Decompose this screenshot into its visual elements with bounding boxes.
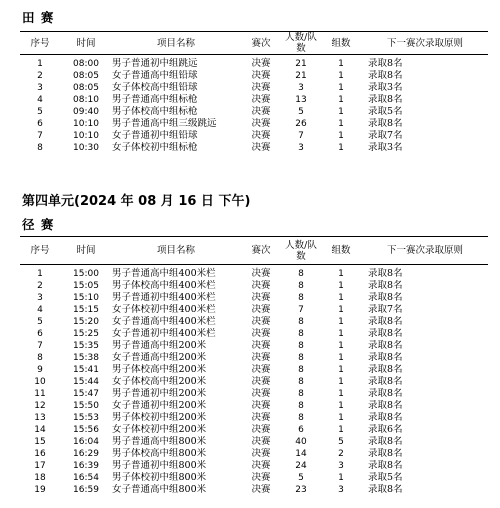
- header-groups: 组数: [320, 237, 362, 265]
- cell-seq: 14: [34, 425, 46, 435]
- cell-round: 决赛: [251, 70, 271, 81]
- cell-round: 决赛: [251, 316, 271, 327]
- table-row: [20, 400, 488, 412]
- cell-count: 8: [298, 365, 304, 375]
- header-event: 项目名称: [112, 32, 240, 55]
- cell-seq: 16: [34, 449, 46, 459]
- cell-seq: 17: [34, 461, 46, 471]
- cell-count: 8: [298, 377, 304, 387]
- table-row: [20, 94, 488, 106]
- cell-count: 8: [298, 341, 304, 351]
- cell-round: 决赛: [251, 304, 271, 315]
- header-groups: 组数: [320, 32, 362, 55]
- cell-groups: 1: [338, 119, 344, 129]
- cell-time: 15:41: [73, 365, 99, 375]
- cell-event: 女子体校初中组200米: [112, 424, 207, 435]
- cell-event: 男子普通初中组800米: [112, 460, 207, 471]
- cell-time: 16:59: [73, 485, 99, 495]
- cell-time: 10:10: [73, 119, 99, 129]
- cell-time: 15:53: [73, 413, 99, 423]
- cell-rule: 录取8名: [368, 94, 403, 105]
- cell-time: 16:29: [73, 449, 99, 459]
- cell-event: 男子体校初中组200米: [112, 412, 207, 423]
- cell-rule: 录取8名: [368, 280, 403, 291]
- table-row: [20, 388, 488, 400]
- table-row: [20, 340, 488, 352]
- cell-rule: 录取8名: [368, 484, 403, 495]
- cell-event: 女子普通高中组200米: [112, 352, 207, 363]
- cell-event: 男子普通高中组三级跳远: [112, 118, 217, 129]
- cell-seq: 10: [34, 377, 46, 387]
- cell-rule: 录取8名: [368, 118, 403, 129]
- cell-count: 13: [295, 95, 307, 105]
- cell-count: 14: [295, 449, 307, 459]
- table-row: [20, 304, 488, 316]
- table-row: [20, 472, 488, 484]
- cell-groups: 1: [338, 143, 344, 153]
- cell-round: 决赛: [251, 280, 271, 291]
- header-round: 赛次: [240, 32, 282, 55]
- cell-rule: 录取8名: [368, 352, 403, 363]
- cell-count: 5: [298, 473, 304, 483]
- cell-groups: 1: [338, 401, 344, 411]
- cell-groups: 1: [338, 389, 344, 399]
- cell-count: 8: [298, 389, 304, 399]
- cell-event: 男子体校初中组800米: [112, 472, 207, 483]
- cell-count: 8: [298, 293, 304, 303]
- header-time: 时间: [60, 32, 112, 55]
- cell-rule: 录取8名: [368, 364, 403, 375]
- cell-time: 08:10: [73, 95, 99, 105]
- cell-groups: 1: [338, 107, 344, 117]
- cell-seq: 5: [37, 317, 43, 327]
- header-event: 项目名称: [112, 237, 240, 265]
- table-header-row: [20, 237, 488, 265]
- cell-round: 决赛: [251, 118, 271, 129]
- cell-groups: 1: [338, 95, 344, 105]
- cell-groups: 1: [338, 329, 344, 339]
- cell-groups: 1: [338, 365, 344, 375]
- cell-rule: 录取8名: [368, 460, 403, 471]
- cell-time: 15:47: [73, 389, 99, 399]
- cell-seq: 11: [34, 389, 46, 399]
- cell-groups: 1: [338, 269, 344, 279]
- cell-round: 决赛: [251, 130, 271, 141]
- cell-count: 6: [298, 425, 304, 435]
- cell-time: 16:04: [73, 437, 99, 447]
- cell-time: 08:05: [73, 71, 99, 81]
- track-events-body: [20, 265, 488, 497]
- cell-rule: 录取8名: [368, 412, 403, 423]
- table-row: [20, 484, 488, 496]
- cell-time: 15:56: [73, 425, 99, 435]
- header-rule: 下一赛次录取原则: [362, 237, 488, 265]
- cell-groups: 3: [338, 461, 344, 471]
- cell-rule: 录取3名: [368, 82, 403, 93]
- cell-seq: 2: [37, 281, 43, 291]
- cell-event: 女子普通高中组400米栏: [112, 316, 216, 327]
- cell-time: 15:38: [73, 353, 99, 363]
- header-count: 人数/队数: [282, 32, 320, 55]
- cell-time: 15:25: [73, 329, 99, 339]
- table-row: [20, 448, 488, 460]
- cell-time: 15:00: [73, 269, 99, 279]
- cell-event: 男子体校高中组标枪: [112, 106, 198, 117]
- cell-count: 5: [298, 107, 304, 117]
- cell-round: 决赛: [251, 400, 271, 411]
- cell-groups: 1: [338, 281, 344, 291]
- cell-time: 08:00: [73, 59, 99, 69]
- cell-seq: 3: [37, 293, 43, 303]
- cell-rule: 录取8名: [368, 388, 403, 399]
- header-seq: 序号: [20, 32, 60, 55]
- cell-rule: 录取5名: [368, 106, 403, 117]
- cell-count: 7: [298, 305, 304, 315]
- track-events-table: [20, 236, 488, 496]
- cell-groups: 1: [338, 131, 344, 141]
- cell-rule: 录取8名: [368, 268, 403, 279]
- cell-time: 16:39: [73, 461, 99, 471]
- cell-rule: 录取8名: [368, 58, 403, 69]
- cell-count: 8: [298, 353, 304, 363]
- cell-round: 决赛: [251, 448, 271, 459]
- table-row: [20, 292, 488, 304]
- cell-count: 8: [298, 329, 304, 339]
- cell-round: 决赛: [251, 58, 271, 69]
- cell-seq: 7: [37, 131, 43, 141]
- header-time: 时间: [60, 237, 112, 265]
- table-row: [20, 82, 488, 94]
- field-events-title: 田 赛: [22, 10, 55, 25]
- table-row: [20, 106, 488, 118]
- table-row: [20, 376, 488, 388]
- table-row: [20, 316, 488, 328]
- cell-event: 男子体校高中组800米: [112, 448, 207, 459]
- cell-groups: 1: [338, 377, 344, 387]
- cell-event: 男子体校高中组200米: [112, 364, 207, 375]
- cell-round: 决赛: [251, 292, 271, 303]
- cell-round: 决赛: [251, 436, 271, 447]
- cell-time: 16:54: [73, 473, 99, 483]
- cell-groups: 1: [338, 71, 344, 81]
- header-round: 赛次: [240, 237, 282, 265]
- cell-time: 15:20: [73, 317, 99, 327]
- table-row: [20, 328, 488, 340]
- cell-rule: 录取7名: [368, 130, 403, 141]
- cell-round: 决赛: [251, 82, 271, 93]
- table-row: [20, 460, 488, 472]
- cell-rule: 录取8名: [368, 328, 403, 339]
- cell-rule: 录取8名: [368, 400, 403, 411]
- cell-time: 15:15: [73, 305, 99, 315]
- cell-seq: 6: [37, 329, 43, 339]
- table-row: [20, 55, 488, 71]
- cell-count: 21: [295, 71, 307, 81]
- cell-event: 女子普通高中组800米: [112, 484, 207, 495]
- cell-rule: 录取8名: [368, 376, 403, 387]
- cell-round: 决赛: [251, 472, 271, 483]
- cell-rule: 录取6名: [368, 424, 403, 435]
- cell-round: 决赛: [251, 340, 271, 351]
- cell-seq: 4: [37, 95, 43, 105]
- cell-round: 决赛: [251, 412, 271, 423]
- cell-count: 40: [295, 437, 307, 447]
- cell-time: 08:05: [73, 83, 99, 93]
- cell-seq: 3: [37, 83, 43, 93]
- cell-rule: 录取8名: [368, 340, 403, 351]
- table-row: [20, 130, 488, 142]
- cell-event: 女子普通高中组铅球: [112, 70, 198, 81]
- cell-seq: 5: [37, 107, 43, 117]
- cell-count: 24: [295, 461, 307, 471]
- cell-event: 男子普通高中组800米: [112, 436, 207, 447]
- cell-time: 15:44: [73, 377, 99, 387]
- cell-event: 女子普通初中组铅球: [112, 130, 198, 141]
- cell-rule: 录取3名: [368, 142, 403, 153]
- table-row: [20, 142, 488, 154]
- cell-groups: 1: [338, 59, 344, 69]
- cell-groups: 1: [338, 293, 344, 303]
- table-row: [20, 364, 488, 376]
- table-row: [20, 280, 488, 292]
- cell-round: 决赛: [251, 268, 271, 279]
- cell-count: 23: [295, 485, 307, 495]
- cell-event: 女子体校高中组200米: [112, 376, 207, 387]
- unit-title: 第四单元(2024 年 08 月 16 日 下午): [22, 194, 251, 209]
- cell-event: 男子普通高中组标枪: [112, 94, 198, 105]
- cell-seq: 15: [34, 437, 46, 447]
- cell-seq: 18: [34, 473, 46, 483]
- table-header-row: [20, 32, 488, 55]
- cell-groups: 1: [338, 317, 344, 327]
- cell-seq: 9: [37, 365, 43, 375]
- table-row: [20, 352, 488, 364]
- cell-round: 决赛: [251, 484, 271, 495]
- cell-seq: 4: [37, 305, 43, 315]
- table-row: [20, 436, 488, 448]
- cell-time: 10:10: [73, 131, 99, 141]
- cell-time: 15:50: [73, 401, 99, 411]
- cell-seq: 8: [37, 143, 43, 153]
- cell-count: 8: [298, 281, 304, 291]
- cell-count: 21: [295, 59, 307, 69]
- cell-rule: 录取8名: [368, 316, 403, 327]
- cell-rule: 录取8名: [368, 70, 403, 81]
- cell-seq: 6: [37, 119, 43, 129]
- cell-groups: 1: [338, 425, 344, 435]
- table-row: [20, 424, 488, 436]
- cell-event: 男子普通初中组200米: [112, 388, 207, 399]
- cell-seq: 19: [34, 485, 46, 495]
- cell-seq: 12: [34, 401, 46, 411]
- cell-time: 15:35: [73, 341, 99, 351]
- cell-time: 15:05: [73, 281, 99, 291]
- cell-time: 15:10: [73, 293, 99, 303]
- cell-groups: 1: [338, 413, 344, 423]
- cell-event: 男子体校高中组400米栏: [112, 280, 216, 291]
- cell-round: 决赛: [251, 376, 271, 387]
- table-row: [20, 265, 488, 281]
- cell-groups: 1: [338, 305, 344, 315]
- cell-seq: 2: [37, 71, 43, 81]
- cell-count: 8: [298, 269, 304, 279]
- cell-event: 女子体校初中组标枪: [112, 142, 198, 153]
- cell-groups: 1: [338, 341, 344, 351]
- cell-round: 决赛: [251, 142, 271, 153]
- field-events-table: [20, 31, 488, 154]
- cell-seq: 8: [37, 353, 43, 363]
- cell-seq: 13: [34, 413, 46, 423]
- table-row: [20, 118, 488, 130]
- cell-event: 男子普通高中组200米: [112, 340, 207, 351]
- cell-event: 女子体校初中组400米栏: [112, 304, 216, 315]
- cell-count: 8: [298, 413, 304, 423]
- cell-rule: 录取5名: [368, 472, 403, 483]
- cell-rule: 录取7名: [368, 304, 403, 315]
- cell-round: 决赛: [251, 106, 271, 117]
- cell-seq: 1: [37, 269, 43, 279]
- cell-round: 决赛: [251, 364, 271, 375]
- cell-count: 8: [298, 401, 304, 411]
- cell-rule: 录取8名: [368, 436, 403, 447]
- cell-time: 10:30: [73, 143, 99, 153]
- cell-seq: 7: [37, 341, 43, 351]
- cell-event: 男子普通初中组400米栏: [112, 292, 216, 303]
- cell-event: 女子体校高中组铅球: [112, 82, 198, 93]
- cell-round: 决赛: [251, 328, 271, 339]
- cell-round: 决赛: [251, 424, 271, 435]
- cell-time: 09:40: [73, 107, 99, 117]
- track-events-title: 径 赛: [22, 217, 55, 232]
- cell-groups: 1: [338, 473, 344, 483]
- cell-count: 8: [298, 317, 304, 327]
- cell-groups: 2: [338, 449, 344, 459]
- header-seq: 序号: [20, 237, 60, 265]
- cell-round: 决赛: [251, 460, 271, 471]
- cell-round: 决赛: [251, 94, 271, 105]
- cell-event: 女子普通初中组400米栏: [112, 328, 216, 339]
- cell-count: 3: [298, 83, 304, 93]
- header-count: 人数/队数: [282, 237, 320, 265]
- cell-event: 女子普通初中组200米: [112, 400, 207, 411]
- cell-count: 3: [298, 143, 304, 153]
- cell-count: 7: [298, 131, 304, 141]
- cell-count: 26: [295, 119, 307, 129]
- header-rule: 下一赛次录取原则: [362, 32, 488, 55]
- cell-seq: 1: [37, 59, 43, 69]
- cell-round: 决赛: [251, 388, 271, 399]
- table-row: [20, 70, 488, 82]
- cell-event: 男子普通初中组跳远: [112, 58, 198, 69]
- cell-groups: 3: [338, 485, 344, 495]
- cell-rule: 录取8名: [368, 292, 403, 303]
- cell-rule: 录取8名: [368, 448, 403, 459]
- cell-groups: 1: [338, 83, 344, 93]
- cell-groups: 1: [338, 353, 344, 363]
- table-row: [20, 412, 488, 424]
- cell-event: 男子普通高中组400米栏: [112, 268, 216, 279]
- field-events-body: [20, 55, 488, 155]
- cell-groups: 5: [338, 437, 344, 447]
- cell-round: 决赛: [251, 352, 271, 363]
